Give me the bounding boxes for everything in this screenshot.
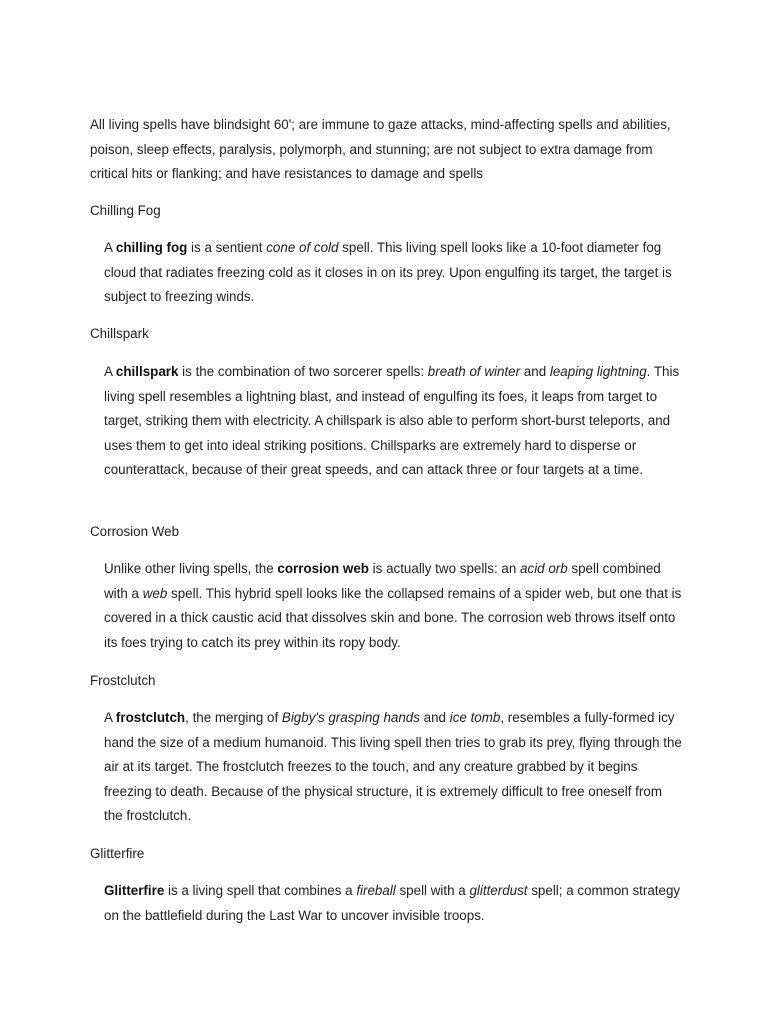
spell-name: frostclutch (115, 710, 186, 725)
spell-name: corrosion web (277, 561, 369, 576)
spell-reference: web (142, 585, 168, 601)
section-heading-corrosion-web: Corrosion Web (90, 524, 180, 539)
section-heading-glitterfire: Glitterfire (90, 846, 145, 861)
section-heading-chilling-fog: Chilling Fog (90, 203, 161, 218)
spell-reference: cone of cold (266, 240, 339, 255)
section-heading-frostclutch: Frostclutch (90, 673, 156, 688)
section-body-frostclutch: A frostclutch, the merging of Bigby's grasping hands and ice tomb, resembles a fully-formed icy hand the size of a medium humanoid. This living spell then tries to grab its prey, flying through the air at its target. The frostclutch freezes to the touch, and any creature grabbed by it begins freezing to death. Because of the physical structure, it is extremely difficult to free oneself from the frostclutch. (104, 710, 682, 824)
spell-reference: acid orb (520, 561, 568, 576)
section-body-glitterfire: Glitterfire is a living spell that combines a fireball spell with a glitterdust spell; a common strategy on the battlefield during the Last War to uncover invisible troops. (104, 883, 681, 923)
intro-paragraph: All living spells have blindsight 60'; are immune to gaze attacks, mind-affecting spells and abilities, poison, sleep effects, paralysis, polymorph, and stunning; are not subject to extra damage from critical hits or flanking; and have resistances to damage and spells (90, 117, 671, 182)
section-body-chilling-fog: A chilling fog is a sentient cone of cold spell. This living spell looks like a 10-foot diameter fog cloud that radiates freezing cold as it closes in on its prey. Upon engulfing its target, the target is subject to freezing winds. (104, 240, 672, 305)
spell-reference: glitterdust (469, 883, 528, 898)
spell-reference: ice tomb (449, 710, 501, 725)
spell-name: chillspark (115, 364, 179, 379)
spell-reference: leaping lightning (549, 364, 647, 379)
spell-reference: breath of winter (427, 364, 521, 379)
section-heading-chillspark: Chillspark (90, 326, 149, 341)
section-body-corrosion-web: Unlike other living spells, the corrosion web is actually two spells: an acid orb spell combined with a web spell. This hybrid spell looks like the collapsed remains of a spider web, but one that is covered in a thick caustic acid that dissolves skin and bone. The corrosion web throws itself onto its foes trying to catch its prey within its ropy body. (104, 561, 682, 650)
spell-name: chilling fog (115, 240, 188, 255)
spell-name: Glitterfire (104, 883, 165, 898)
spell-reference: Bigby's grasping hands (281, 710, 420, 725)
section-body-chillspark: A chillspark is the combination of two sorcerer spells: breath of winter and leaping lightning. This living spell resembles a lightning blast, and instead of engulfing its foes, it leaps from target to target, striking them with electricity. A chillspark is also able to perform short-burst teleports, and uses them to get into ideal striking positions. Chillsparks are extremely hard to disperse or counterattack, because of their great speeds, and can attack three or four targets at a time. (104, 364, 680, 478)
spell-reference: fireball (356, 883, 396, 898)
